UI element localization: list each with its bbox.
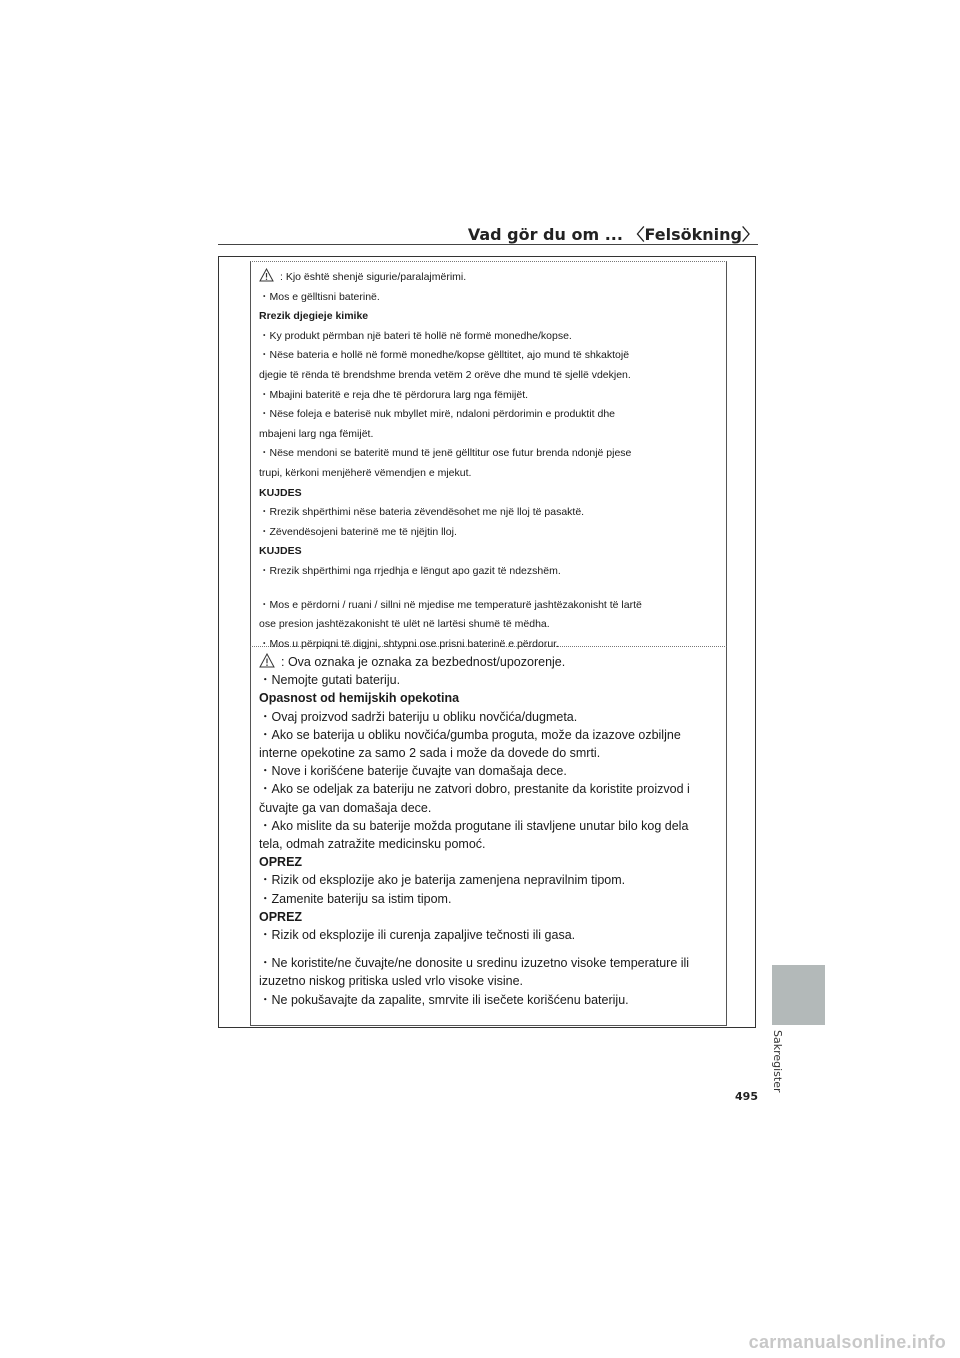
section-heading: Opasnost od hemijskih opekotina — [259, 691, 460, 706]
text-line: ・Ne koristite/ne čuvajte/ne donosite u sredinu izuzetno visoke temperature ili — [259, 956, 690, 971]
warning-triangle-icon — [259, 653, 275, 668]
text-line: ・Mos e gëlltisni baterinë. — [259, 290, 380, 303]
text-line: ・Zamenite bateriju sa istim tipom. — [259, 891, 452, 906]
albanian-warning-section — [250, 261, 727, 650]
serbian-warning-intro — [259, 653, 718, 671]
text-line: mbajeni larg nga fëmijët. — [259, 427, 374, 440]
text-line: trupi, kërkoni menjëherë vëmendjen e mjekut. — [259, 466, 472, 479]
text-line: čuvajte ga van domašaja dece. — [259, 800, 432, 815]
section-side-label: Sakregister — [771, 1030, 784, 1093]
text-line: ・Mos u përpiqni të digjni, shtypni ose prisni baterinë e përdorur. — [259, 637, 559, 650]
page-number: 495 — [735, 1090, 758, 1103]
warning-triangle-icon — [259, 268, 274, 282]
albanian-warning-intro — [259, 268, 718, 288]
section-heading: KUJDES — [259, 486, 302, 499]
text-line: ・Ky produkt përmban një bateri të hollë në formë monedhe/kopse. — [259, 329, 572, 342]
text-line: ・Rrezik shpërthimi nëse bateria zëvendësohet me një lloj të pasaktë. — [259, 506, 585, 519]
text-line: izuzetno niskog pritiska usled vrlo visoke visine. — [259, 974, 524, 989]
serbian-warning-intro-text: : Ova oznaka je oznaka za bezbednost/upozorenje. — [281, 655, 566, 669]
text-line: ose presion jashtëzakonisht të ulët në lartësi shumë të mëdha. — [259, 618, 550, 631]
text-line: ・Rizik od eksplozije ako je baterija zamenjena nepravilnim tipom. — [259, 873, 626, 888]
site-watermark: carmanualsonline.info — [748, 1332, 946, 1352]
text-line: ・Mbajini bateritë e reja dhe të përdorura larg nga fëmijët. — [259, 388, 529, 401]
albanian-warning-lines — [259, 288, 718, 655]
text-line: ・Ovaj proizvod sadrži bateriju u obliku novčića/dugmeta. — [259, 709, 578, 724]
text-line: djegie të rënda të brendshme brenda vetëm 2 orëve dhe mund të sjellë vdekjen. — [259, 368, 631, 381]
header-divider — [218, 244, 758, 245]
text-line: ・Rizik od eksplozije ili curenja zapaljive tečnosti ili gasa. — [259, 928, 576, 943]
serbian-warning-section — [250, 647, 727, 1026]
section-heading: KUJDES — [259, 545, 302, 558]
text-line: ・Rrezik shpërthimi nga rrjedhja e lëngut apo gazit të ndezshëm. — [259, 564, 561, 577]
text-line: ・Ne pokušavajte da zapalite, smrvite ili isečete korišćenu bateriju. — [259, 992, 629, 1007]
text-line: ・Ako se odeljak za bateriju ne zatvori dobro, prestanite da koristite proizvod i — [259, 782, 690, 797]
serbian-warning-lines — [259, 671, 718, 1009]
page-header-title: Vad gör du om ... 〈Felsökning〉 — [467, 225, 758, 244]
text-line: ・Nemojte gutati bateriju. — [259, 673, 401, 688]
text-line: ・Nëse foleja e baterisë nuk mbyllet mirë, ndaloni përdorimin e produktit dhe — [259, 408, 616, 421]
text-line: ・Ako se baterija u obliku novčića/gumba proguta, može da izazove ozbiljne — [259, 727, 681, 742]
albanian-warning-intro-text: : Kjo është shenjë sigurie/paralajmërimi. — [280, 271, 467, 283]
text-line: ・Nëse bateria e hollë në formë monedhe/kopse gëlltitet, ajo mund të shkaktojë — [259, 349, 630, 362]
text-line: ・Zëvendësojeni baterinë me të njëjtin lloj. — [259, 525, 457, 538]
text-line: ・Mos e përdorni / ruani / sillni në mjedise me temperaturë jashtëzakonisht të lartë — [259, 598, 642, 611]
section-heading: OPREZ — [259, 909, 303, 924]
text-line: tela, odmah zatražite medicinsku pomoć. — [259, 837, 486, 852]
section-heading: OPREZ — [259, 855, 303, 870]
section-heading: Rrezik djegieje kimike — [259, 310, 369, 323]
text-line: ・Nëse mendoni se bateritë mund të jenë gëlltitur ose futur brenda ndonjë pjese — [259, 447, 632, 460]
section-side-tab — [772, 965, 825, 1025]
text-line: interne opekotine za samo 2 sada i može da dovede do smrti. — [259, 746, 601, 761]
text-line: ・Ako mislite da su baterije možda progutane ili stavljene unutar bilo kog dela — [259, 818, 689, 833]
text-line: ・Nove i korišćene baterije čuvajte van domašaja dece. — [259, 764, 567, 779]
